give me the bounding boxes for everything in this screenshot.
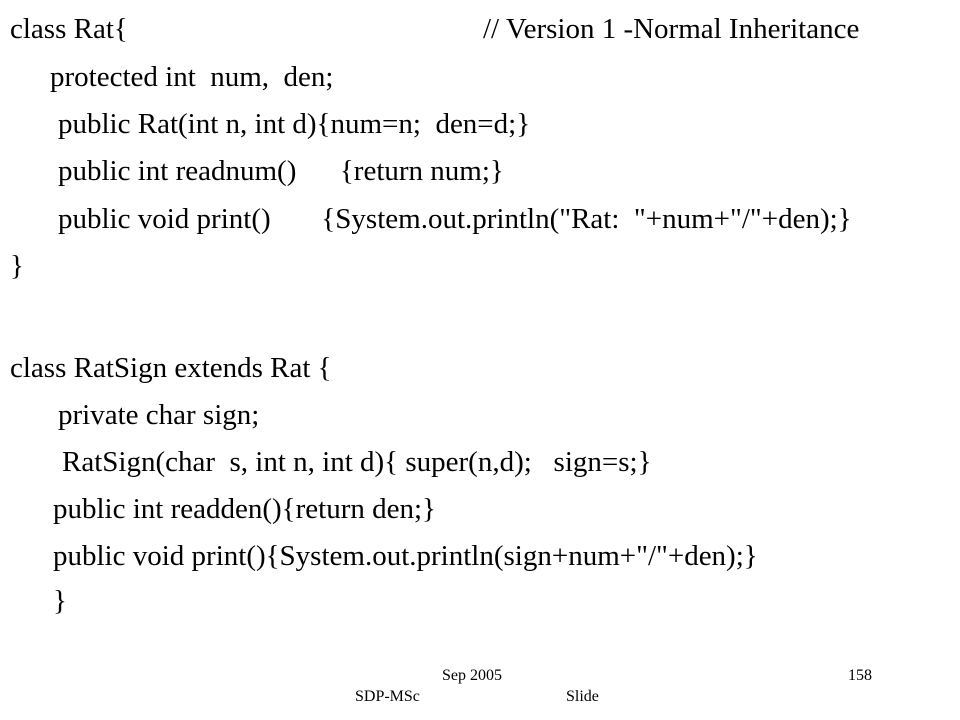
code-line-print: public void print() {System.out.println("Rat: "+num+"/"+den);} [58,203,852,235]
code-line-close-ratsign: } [53,585,67,617]
footer-course: SDP-MSc [355,688,420,705]
footer-slide-label: Slide [566,688,599,705]
code-line-class-rat: class Rat{ [10,13,128,45]
code-line-readnum: public int readnum() {return num;} [58,155,504,187]
version-comment: // Version 1 -Normal Inheritance [483,13,860,45]
code-line-class-ratsign: class RatSign extends Rat { [10,352,332,384]
code-line-sign-field: private char sign; [58,399,260,431]
code-line-fields: protected int num, den; [50,61,334,93]
footer-page-number: 158 [848,667,872,684]
code-line-readden: public int readden(){return den;} [53,493,436,525]
code-line-close-rat: } [10,250,24,282]
code-line-constructor: public Rat(int n, int d){num=n; den=d;} [58,108,531,140]
code-line-ratsign-constructor: RatSign(char s, int n, int d){ super(n,d); sign=s;} [62,446,652,478]
footer-date: Sep 2005 [442,667,502,684]
code-line-print-override: public void print(){System.out.println(sign+num+"/"+den);} [53,540,758,572]
